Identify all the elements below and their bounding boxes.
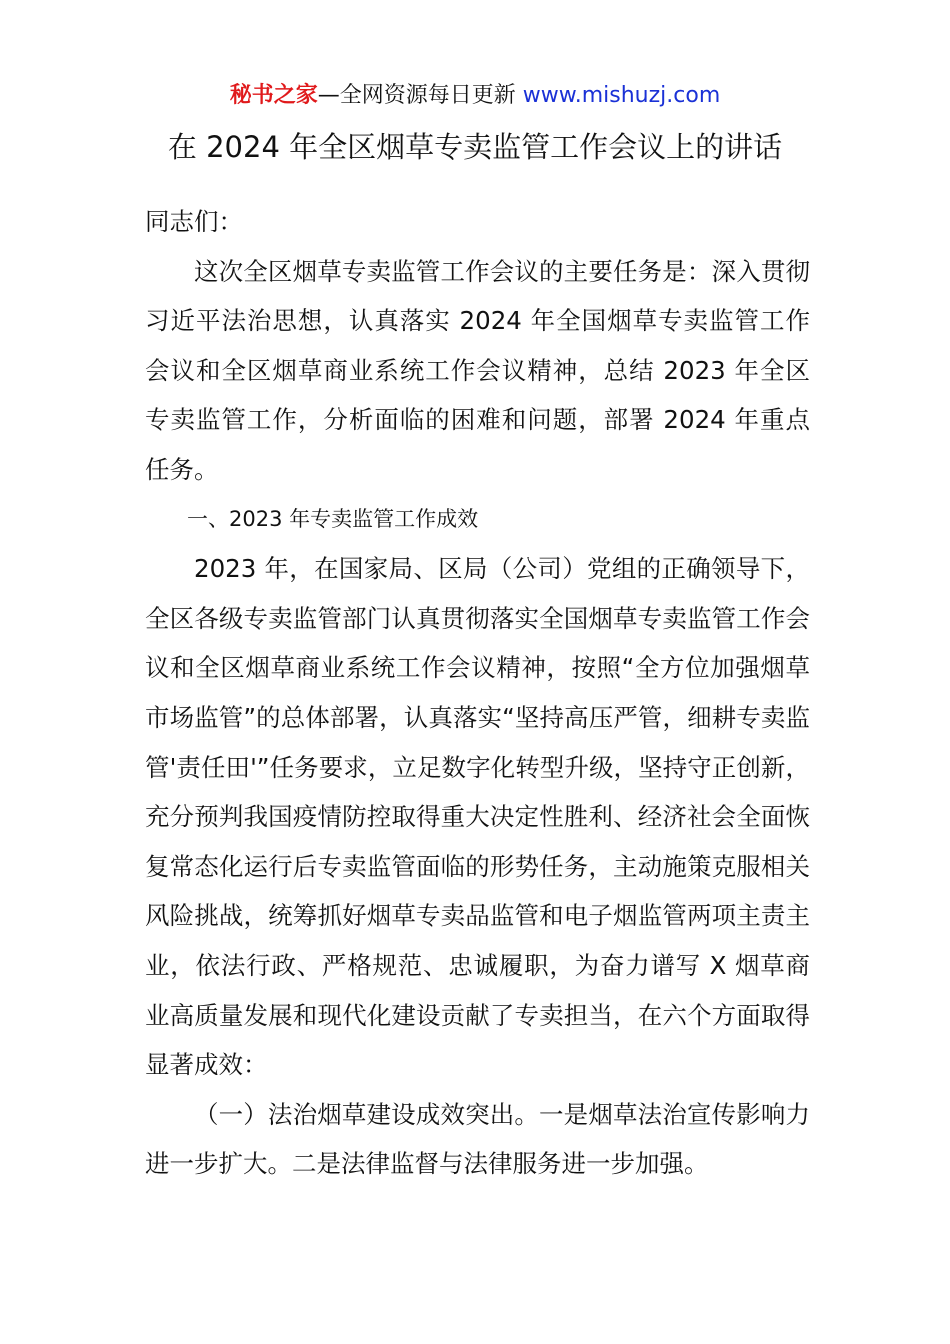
salutation: 同志们：: [145, 207, 243, 236]
document-body: [145, 197, 810, 1189]
paragraph-achievements: 2023 年，在国家局、区局（公司）党组的正确领导下，全区各级专卖监管部门认真贯彻落实全国烟草专卖监管工作会议和全区烟草商业系统工作会议精神，按照“全方位加强烟草市场监管”的总体部署，认真落实“坚持高压严管，细耕专卖监管'责任田'”任务要求，立足数字化转型升级，坚持守正创新，充分预判我国疫情防控取得重大决定性胜利、经济社会全面恢复常态化运行后专卖监管面临的形势任务，主动施策克服相关风险挑战，统筹抓好烟草专卖品监管和电子烟监管两项主责主业，依法行政、严格规范、忠诚履职，为奋力谱写 X 烟草商业高质量发展和现代化建设贡献了专卖担当，在六个方面取得显著成效：: [145, 554, 810, 1080]
document-title: 在 2024 年全区烟草专卖监管工作会议上的讲话: [167, 130, 783, 164]
banner-tagline: —全网资源每日更新: [317, 83, 523, 108]
banner-brand: 秘书之家: [229, 83, 318, 108]
section-heading: 一、2023 年专卖监管工作成效: [187, 506, 479, 531]
banner-url-link[interactable]: www.mishuzj.com: [522, 83, 721, 108]
site-banner: [0, 80, 950, 112]
paragraph-subsection-1: （一）法治烟草建设成效突出。一是烟草法治宣传影响力进一步扩大。二是法律监督与法律服务进一步加强。: [145, 1099, 810, 1179]
paragraph-intro: 这次全区烟草专卖监管工作会议的主要任务是：深入贯彻习近平法治思想，认真落实 2024 年全国烟草专卖监管工作会议和全区烟草商业系统工作会议精神，总结 2023 年全区专卖监管工作，分析面临的困难和问题，部署 2024 年重点任务。: [145, 256, 810, 484]
